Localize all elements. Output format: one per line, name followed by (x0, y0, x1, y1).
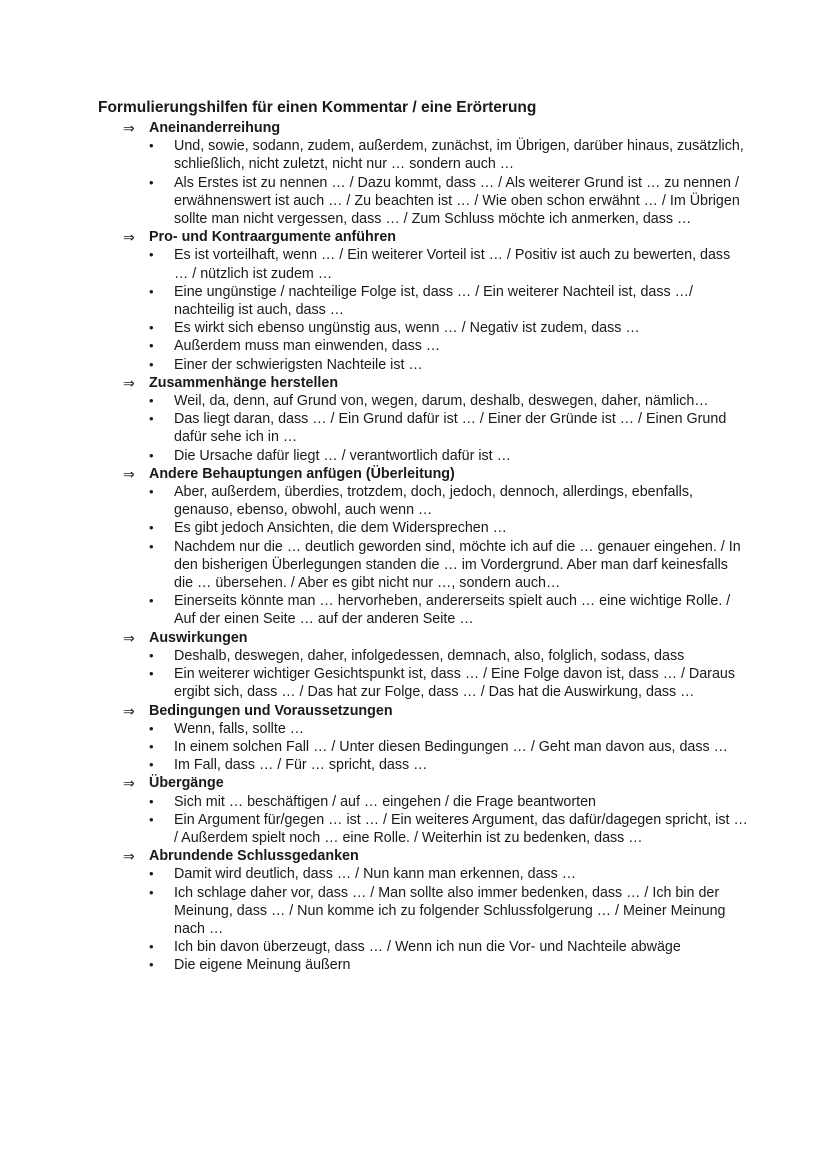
list-item (98, 956, 748, 974)
bullet-list (98, 720, 748, 775)
list-item-text: Sich mit … beschäftigen / auf … eingehen / die Frage beantworten (174, 793, 597, 810)
section-heading (98, 847, 748, 865)
list-item (98, 174, 748, 229)
bullet-icon: • (149, 356, 154, 372)
bullet-icon: • (149, 793, 154, 809)
bullet-icon: • (149, 957, 154, 973)
list-item-text: Einer der schwierigsten Nachteile ist … (174, 356, 423, 373)
bullet-icon: • (149, 138, 154, 154)
list-item-text: Einerseits könnte man … hervorheben, andererseits spielt auch … eine wichtige Rolle. / Auf der einen Seite … auf der anderen Seite … (174, 593, 731, 628)
list-item (98, 647, 748, 665)
bullet-icon: • (149, 393, 154, 409)
list-item (98, 793, 748, 811)
list-item-text: Die eigene Meinung äußern (174, 957, 351, 974)
list-item (98, 592, 748, 628)
list-item (98, 447, 748, 465)
section (98, 228, 748, 374)
bullet-list (98, 647, 748, 702)
list-item (98, 137, 748, 173)
list-item (98, 483, 748, 519)
section-heading (98, 228, 748, 246)
arrow-right-icon: ⇒ (123, 120, 135, 136)
section-heading-text: Übergänge (149, 775, 224, 792)
bullet-icon: • (149, 666, 154, 682)
list-item-text: Die Ursache dafür liegt … / verantwortlich dafür ist … (174, 447, 511, 464)
bullet-list (98, 483, 748, 629)
document-page (98, 98, 748, 975)
section (98, 774, 748, 847)
list-item-text: Ich schlage daher vor, dass … / Man sollte also immer bedenken, dass … / Ich bin der Meinung, dass … / Nun komme ich zu folgender Schlussfolgerung … / Meiner Meinung nach … (174, 884, 726, 937)
bullet-icon: • (149, 866, 154, 882)
section (98, 119, 748, 228)
arrow-right-icon: ⇒ (123, 775, 135, 792)
list-item-text: Wenn, falls, sollte … (174, 720, 305, 737)
list-item (98, 884, 748, 939)
list-item-text: Nachdem nur die … deutlich geworden sind, möchte ich auf die … genauer eingehen. / In den bisherigen Überlegungen standen die … im Vordergrund. Aber man darf keinesfalls die … übersehen. / Aber es gibt nicht nur …, sondern auch… (174, 538, 741, 592)
section (98, 847, 748, 974)
list-item-text: Es wirkt sich ebenso ungünstig aus, wenn … / Negativ ist zudem, dass … (174, 320, 640, 337)
list-item-text: Außerdem muss man einwenden, dass … (174, 338, 441, 355)
bullet-list (98, 865, 748, 974)
list-item (98, 319, 748, 337)
list-item (98, 246, 748, 282)
section-heading-text: Aneinanderreihung (149, 120, 281, 136)
section-heading-text: Abrundende Schlussgedanken (149, 848, 359, 865)
document-title: Formulierungshilfen für einen Kommentar / eine Erörterung (98, 99, 537, 116)
list-item-text: Und, sowie, sodann, zudem, außerdem, zunächst, im Übrigen, darüber hinaus, zusätzlich, schließlich, nicht zuletzt, nicht nur … sondern auch … (174, 138, 744, 173)
list-item (98, 410, 748, 446)
list-item-text: Damit wird deutlich, dass … / Nun kann man erkennen, dass … (174, 866, 577, 883)
list-item (98, 665, 748, 701)
bullet-icon: • (149, 174, 154, 190)
list-item (98, 519, 748, 537)
section-heading (98, 774, 748, 792)
bullet-list (98, 392, 748, 465)
list-item (98, 738, 748, 756)
bullet-icon: • (149, 320, 154, 336)
arrow-right-icon: ⇒ (123, 702, 135, 719)
bullet-icon: • (149, 484, 154, 500)
section (98, 702, 748, 775)
section-heading-text: Andere Behauptungen anfügen (Überleitung) (149, 465, 455, 482)
section (98, 374, 748, 465)
section-heading-text: Pro- und Kontraargumente anführen (149, 229, 397, 246)
arrow-right-icon: ⇒ (123, 848, 135, 865)
bullet-icon: • (149, 647, 154, 663)
bullet-icon: • (149, 738, 154, 754)
list-item-text: Ich bin davon überzeugt, dass … / Wenn ich nun die Vor- und Nachteile abwäge (174, 939, 681, 956)
list-item-text: Es gibt jedoch Ansichten, die dem Widersprechen … (174, 520, 507, 537)
list-item-text: Es ist vorteilhaft, wenn … / Ein weiterer Vorteil ist … / Positiv ist auch zu bewerten, dass … / nützlich ist zudem … (174, 247, 731, 282)
list-item-text: Aber, außerdem, überdies, trotzdem, doch, jedoch, dennoch, allerdings, ebenfalls, genauso, ebenso, obwohl, auch wenn … (174, 484, 693, 519)
list-item (98, 756, 748, 774)
bullet-list (98, 246, 748, 373)
list-item (98, 720, 748, 738)
arrow-right-icon: ⇒ (123, 465, 135, 482)
list-item-text: Im Fall, dass … / Für … spricht, dass … (174, 757, 428, 774)
bullet-icon: • (149, 593, 154, 609)
bullet-icon: • (149, 939, 154, 955)
arrow-right-icon: ⇒ (123, 374, 135, 391)
list-item-text: Als Erstes ist zu nennen … / Dazu kommt, dass … / Als weiterer Grund ist … zu nennen / erwähnenswert ist auch … / Zu beachten ist … / Wie oben schon erwähnt … / Im Übrigen sollte man nicht vergessen, dass … / Zum Schluss möchte ich anmerken, dass … (174, 174, 740, 228)
bullet-icon: • (149, 411, 154, 427)
section-heading (98, 374, 748, 392)
list-item (98, 538, 748, 593)
sections-container (98, 119, 748, 975)
list-item (98, 811, 748, 847)
list-item (98, 938, 748, 956)
section (98, 465, 748, 629)
list-item-text: In einem solchen Fall … / Unter diesen Bedingungen … / Geht man davon aus, dass … (174, 738, 728, 755)
bullet-list (98, 793, 748, 848)
list-item-text: Deshalb, deswegen, daher, infolgedessen, demnach, also, folglich, sodass, dass (174, 647, 685, 664)
bullet-icon: • (149, 283, 154, 299)
section (98, 629, 748, 702)
list-item-text: Das liegt daran, dass … / Ein Grund dafür ist … / Einer der Gründe ist … / Einen Grund dafür sehe ich in … (174, 411, 727, 446)
list-item (98, 283, 748, 319)
bullet-icon: • (149, 520, 154, 536)
list-item (98, 392, 748, 410)
section-heading (98, 119, 748, 137)
section-heading (98, 465, 748, 483)
list-item-text: Eine ungünstige / nachteilige Folge ist, dass … / Ein weiterer Nachteil ist, dass …/ nachteilig ist auch, dass … (174, 283, 693, 319)
list-item-text: Ein weiterer wichtiger Gesichtspunkt ist, dass … / Eine Folge davon ist, dass … / Daraus ergibt sich, dass … / Das hat zur Folge, dass … / Das hat die Auswirkung, dass … (174, 666, 735, 701)
bullet-icon: • (149, 811, 154, 827)
section-heading (98, 629, 748, 647)
section-heading-text: Bedingungen und Voraussetzungen (149, 702, 393, 719)
bullet-icon: • (149, 447, 154, 463)
bullet-icon: • (149, 338, 154, 354)
bullet-icon: • (149, 720, 154, 736)
section-heading-text: Auswirkungen (149, 629, 248, 646)
section-heading (98, 702, 748, 720)
bullet-icon: • (149, 538, 154, 554)
bullet-icon: • (149, 247, 154, 263)
arrow-right-icon: ⇒ (123, 629, 135, 646)
section-heading-text: Zusammenhänge herstellen (149, 374, 339, 391)
list-item (98, 337, 748, 355)
list-item-text: Ein Argument für/gegen … ist … / Ein weiteres Argument, das dafür/dagegen spricht, ist … / Außerdem spielt noch … eine Rolle. / Weiterhin ist zu bedenken, dass … (174, 811, 748, 846)
arrow-right-icon: ⇒ (123, 229, 135, 246)
bullet-icon: • (149, 884, 154, 900)
bullet-list (98, 137, 748, 228)
list-item (98, 865, 748, 883)
list-item-text: Weil, da, denn, auf Grund von, wegen, darum, deshalb, deswegen, daher, nämlich… (174, 393, 709, 410)
list-item (98, 356, 748, 374)
bullet-icon: • (149, 757, 154, 773)
